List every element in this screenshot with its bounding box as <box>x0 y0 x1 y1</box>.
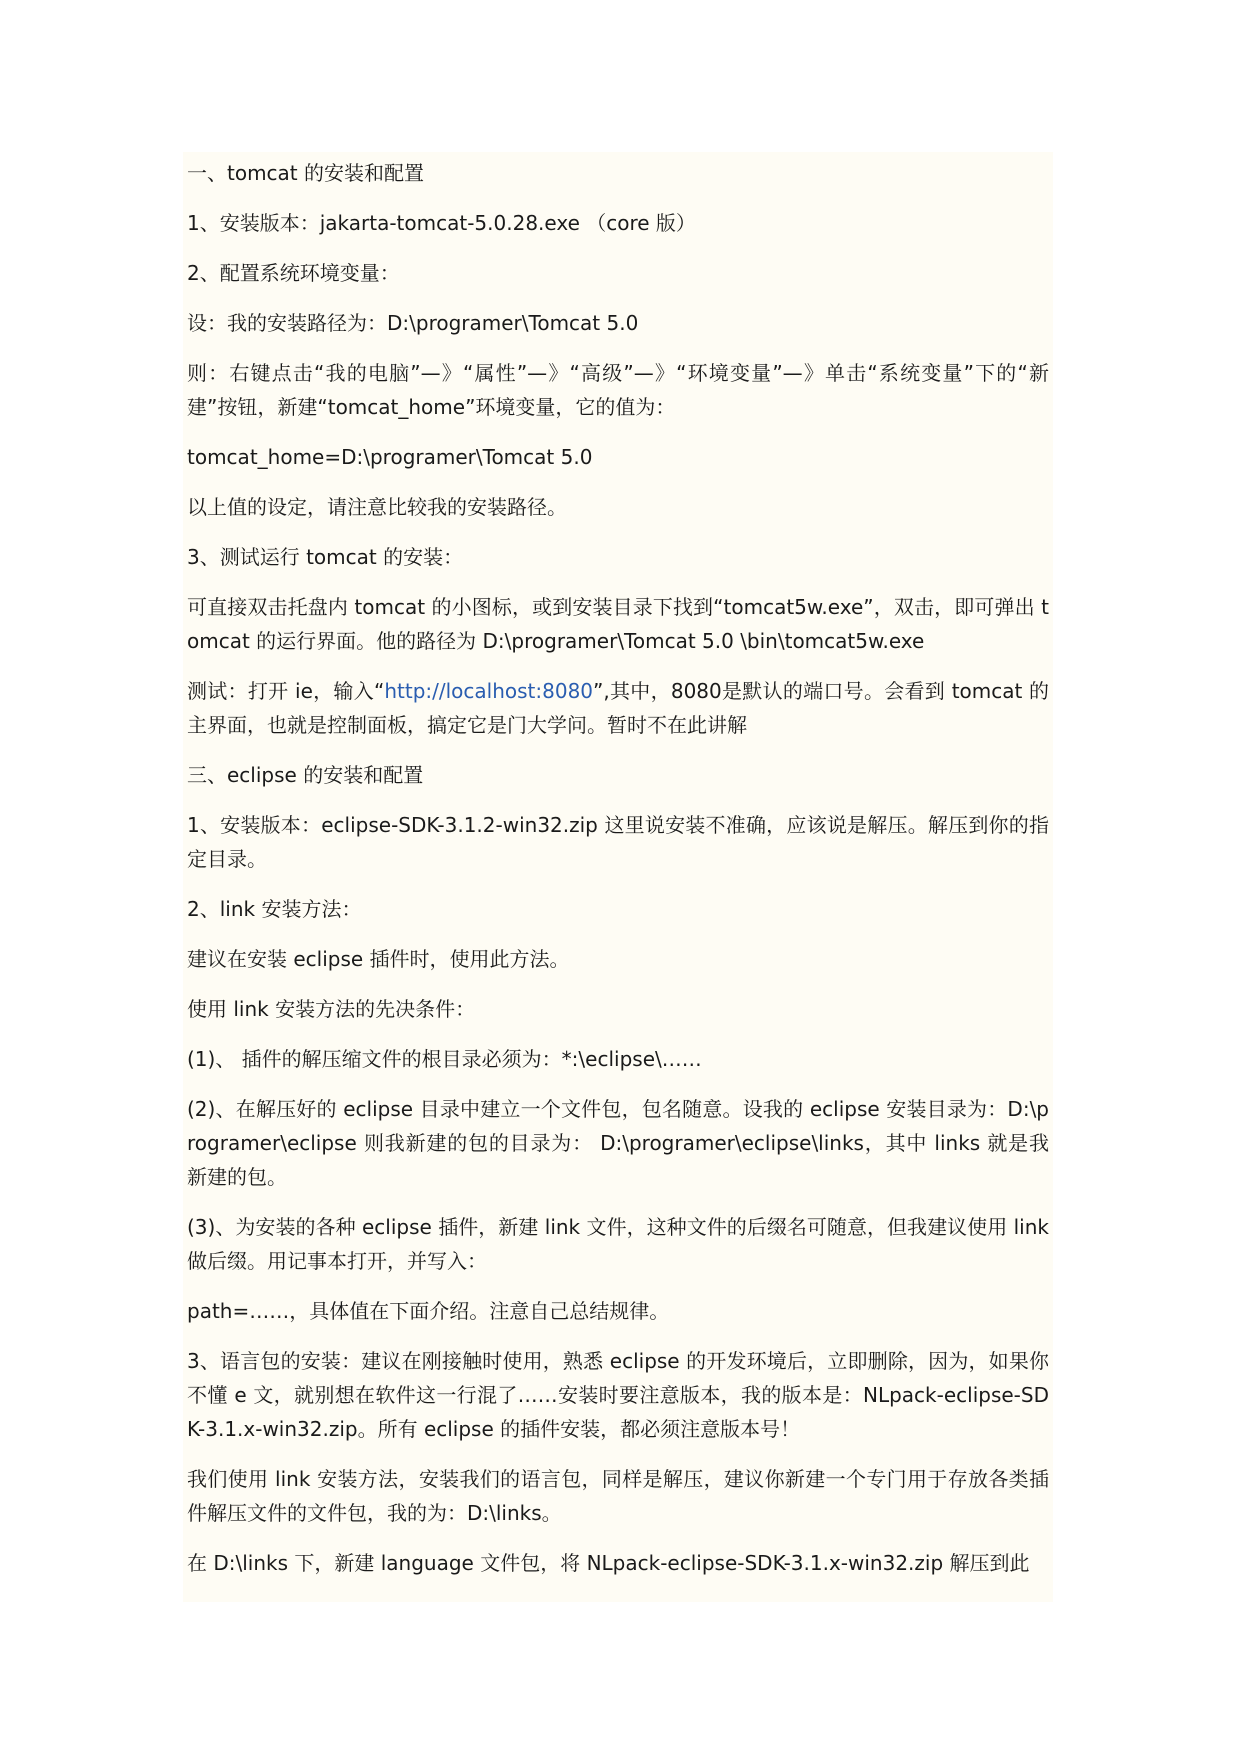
paragraph-link-method-title: 2、link 安装方法： <box>187 897 362 921</box>
heading-eclipse-install: 三、eclipse 的安装和配置 <box>187 763 424 787</box>
paragraph-path-note: 以上值的设定，请注意比较我的安装路径。 <box>187 495 567 519</box>
paragraph-env-config-title: 2、配置系统环境变量： <box>187 261 400 285</box>
text-after-link: ”,其中，8080是默认的端口号。会看到 tomcat 的主界面，也就是控制面板，搞定它是门大学问。暂时不在此讲解 <box>187 679 1049 737</box>
paragraph-prereq-3: (3)、为安装的各种 eclipse 插件，新建 link 文件，这种文件的后缀名可随意，但我建议使用 link 做后缀。用记事本打开，并写入： <box>187 1215 1049 1273</box>
paragraph-link-install-language: 我们使用 link 安装方法，安装我们的语言包，同样是解压，建议你新建一个专门用于存放各类插件解压文件的文件包，我的为：D:\links。 <box>187 1467 1049 1525</box>
text-before-link: 测试：打开 ie，输入“ <box>187 679 385 703</box>
paragraph-env-steps: 则：右键点击“我的电脑”—》“属性”—》“高级”—》“环境变量”—》单击“系统变量”下的“新建”按钮，新建“tomcat_home”环境变量，它的值为： <box>187 361 1049 419</box>
paragraph-path-value: path=……，具体值在下面介绍。注意自己总结规律。 <box>187 1299 670 1323</box>
paragraph-test-browser <box>187 674 1049 742</box>
paragraph-prereq-2: (2)、在解压好的 eclipse 目录中建立一个文件包，包名随意。设我的 eclipse 安装目录为：D:\programer\eclipse 则我新建的包的目录为： D:\programer\eclipse\links，其中 links 就是我新建的包。 <box>187 1097 1049 1189</box>
paragraph-test-title: 3、测试运行 tomcat 的安装： <box>187 545 464 569</box>
paragraph-tomcat-home: tomcat_home=D:\programer\Tomcat 5.0 <box>187 445 593 469</box>
paragraph-link-prereq: 使用 link 安装方法的先决条件： <box>187 997 476 1021</box>
paragraph-prereq-1: (1)、 插件的解压缩文件的根目录必须为：*:\eclipse\…… <box>187 1047 702 1071</box>
paragraph-install-path: 设：我的安装路径为：D:\programer\Tomcat 5.0 <box>187 311 639 335</box>
paragraph-tomcat-version: 1、安装版本：jakarta-tomcat-5.0.28.exe （core 版） <box>187 211 696 235</box>
document-body <box>187 156 1049 1596</box>
paragraph-language-pack: 3、语言包的安装：建议在刚接触时使用，熟悉 eclipse 的开发环境后，立即删除，因为，如果你不懂 e 文，就别想在软件这一行混了……安装时要注意版本，我的版本是：NLpack-eclipse-SDK-3.1.x-win32.zip。所有 eclipse 的插件安装，都必须注意版本号！ <box>187 1349 1049 1441</box>
heading-tomcat-install: 一、tomcat 的安装和配置 <box>187 161 425 185</box>
paragraph-test-run: 可直接双击托盘内 tomcat 的小图标，或到安装目录下找到“tomcat5w.exe”，双击，即可弹出 tomcat 的运行界面。他的路径为 D:\programer\Tomcat 5.0 \bin\tomcat5w.exe <box>187 595 1049 653</box>
localhost-link[interactable]: http://localhost:8080 <box>384 679 594 703</box>
paragraph-link-recommend: 建议在安装 eclipse 插件时，使用此方法。 <box>187 947 570 971</box>
paragraph-language-folder: 在 D:\links 下，新建 language 文件包，将 NLpack-eclipse-SDK-3.1.x-win32.zip 解压到此 <box>187 1551 1030 1575</box>
paragraph-eclipse-version: 1、安装版本：eclipse-SDK-3.1.2-win32.zip 这里说安装不准确，应该说是解压。解压到你的指定目录。 <box>187 813 1049 871</box>
